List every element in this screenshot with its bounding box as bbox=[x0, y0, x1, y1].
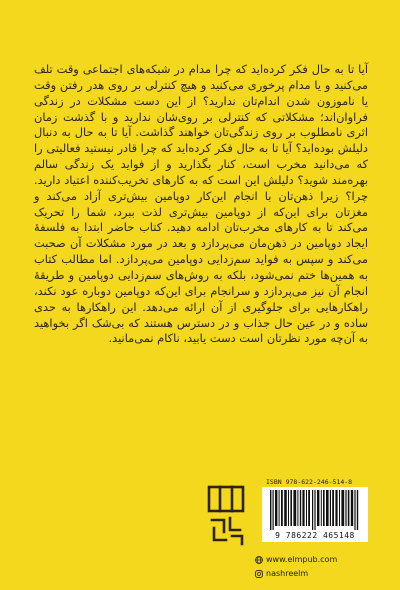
globe-icon bbox=[255, 556, 263, 564]
blurb-paragraph: آیا تا به حال فکر کرده‌اید که چرا مدام در شبکه‌های اجتماعی وقت تلف می‌کنید و یا مدام پرخوری می‌کنید و هیچ کنترلی بر روی هدر رفتن وقت یا ناموزون شدن اندام‌تان ندارید؟ از این دست مشکلات در زندگی فراوان‌اند؛ مشکلاتی که کنترلی بر روی‌شان ندارید و با گذشت زمان اثری نامطلوب بر روی زندگی‌تان خواهند گذاشت. آیا تا به حال به دنبال دلیلش بوده‌اید؟ آیا تا به حال فکر کرده‌اید که چرا قادر نیستید فعالیتی را که می‌دانید مخرب است، کنار بگذارید و از فواید یک زندگی سالم بهره‌مند شوید؟ دلیلش این است که به کارهای تخریب‌کننده اعتیاد دارید. چرا؟ زیرا ذهن‌تان با انجام این‌کار دوپامین بیش‌تری آزاد می‌کند و مغزتان برای این‌که از دوپامین بیش‌تری لذت ببرد، شما را تحریک می‌کند تا به کارهای مخرب‌تان ادامه دهید. کتاب حاضر ابتدا به فلسفهٔ ایجاد دوپامین در ذهن‌مان می‌پردازد و بعد در مورد مشکلات آن صحبت می‌کند و سپس به فواید سم‌زدایی دوپامین می‌پردازد. اما مطالب کتاب به همین‌ها ختم نمی‌شود، بلکه به روش‌های سم‌زدایی دوپامین و طریقهٔ انجام آن نیز می‌پردازد و سرانجام برای این‌که دوپامین دوباره عود نکند، راهکارهایی برای جلوگیری از آن ارائه می‌دهد. این راهکارها به حدی ساده و در عین حال جذاب و در دسترس هستند که بی‌شک اگر بخواهید به آن‌چه مورد نظرتان است دست یابید، ناکام نمی‌مانید. bbox=[34, 62, 368, 346]
back-cover-blurb bbox=[34, 62, 368, 347]
website-text: www.elmpub.com bbox=[266, 555, 338, 564]
barcode-digits: 9 786222 465148 bbox=[262, 530, 368, 542]
isbn-label: ISBN 978-622-246-514-8 bbox=[266, 478, 353, 486]
publisher-website[interactable] bbox=[255, 555, 337, 564]
social-handle-text: nashreelm bbox=[266, 569, 309, 578]
instagram-icon bbox=[255, 570, 263, 578]
publisher-logo-icon bbox=[206, 484, 246, 546]
publisher-social[interactable] bbox=[255, 569, 308, 578]
